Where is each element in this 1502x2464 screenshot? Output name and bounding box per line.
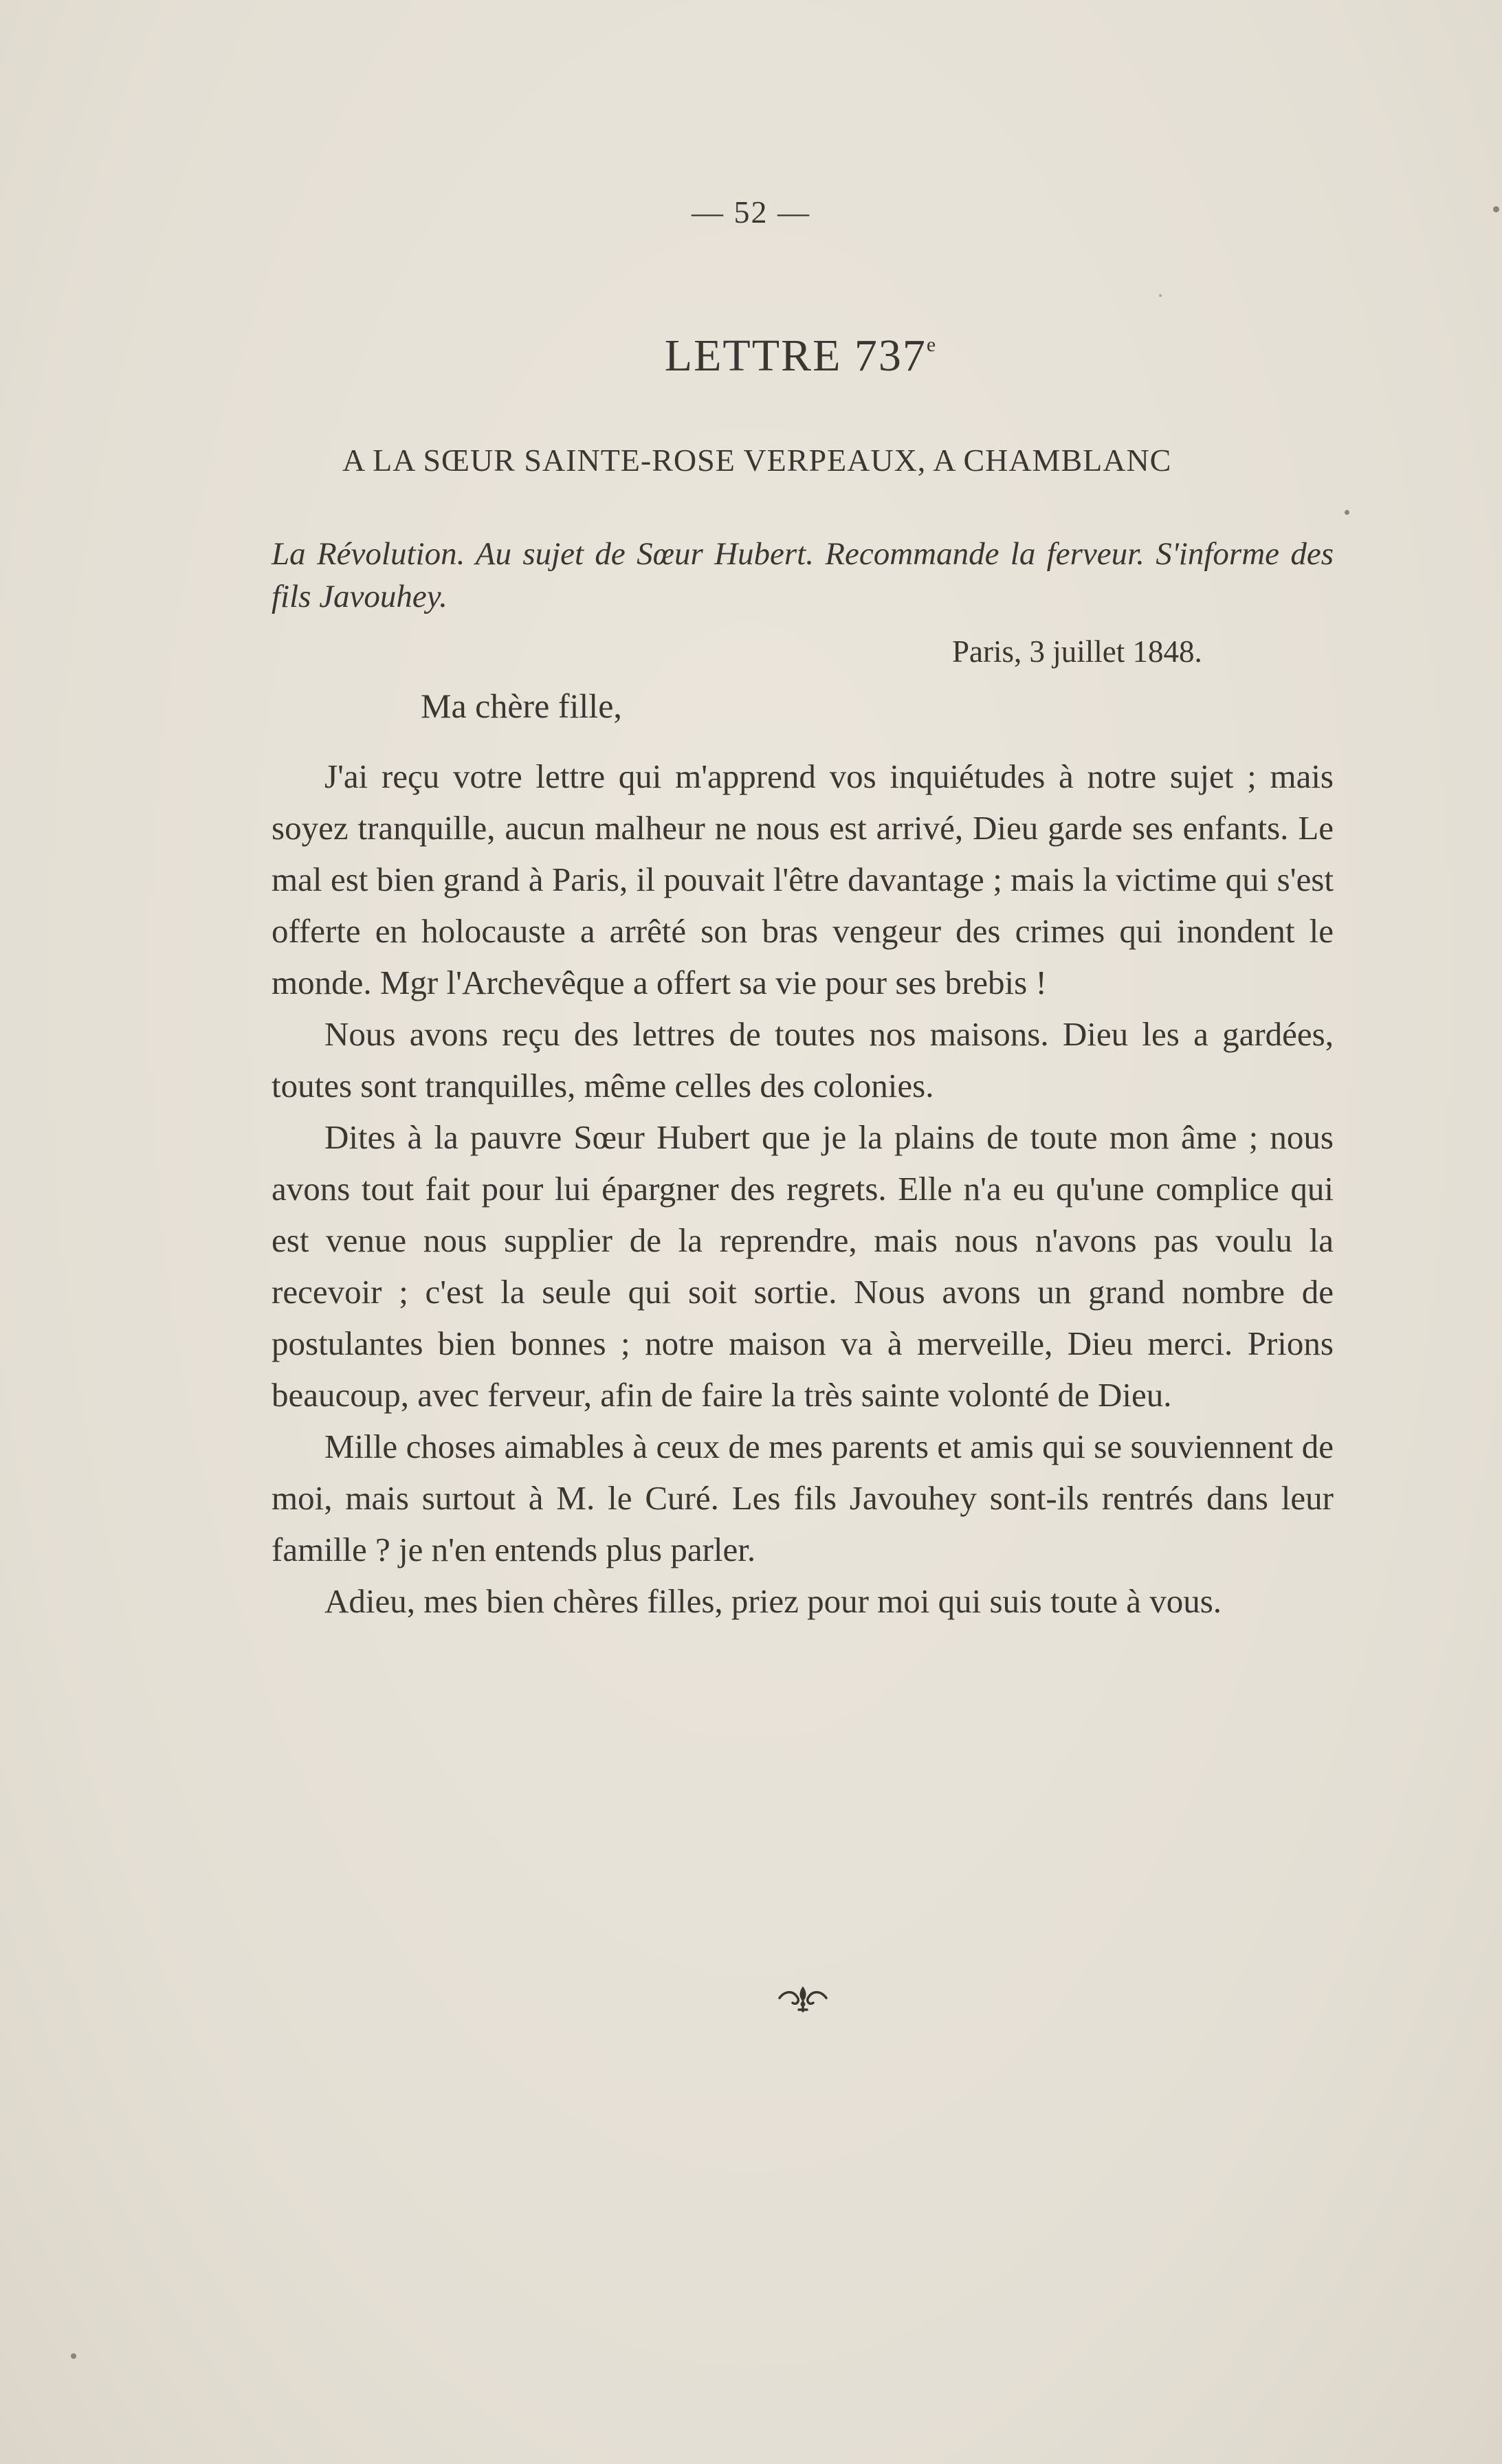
paper-speck: [71, 2353, 76, 2359]
paper-speck: [1159, 294, 1162, 297]
paper-speck: [1345, 510, 1349, 515]
paragraph: Nous avons reçu des lettres de toutes nos maisons. Dieu les a gardées, toutes sont tranquilles, même celles des colonies.: [272, 1015, 1334, 1105]
paragraph: Adieu, mes bien chères filles, priez pour moi qui suis toute à vous.: [324, 1582, 1222, 1620]
letter-recipient: A LA SŒUR SAINTE-ROSE VERPEAUX, A CHAMBLANC: [342, 443, 1172, 478]
fleuron-ornament-icon: [775, 1981, 830, 2015]
salutation: Ma chère fille,: [421, 687, 622, 725]
paragraph: J'ai reçu votre lettre qui m'apprend vos inquiétudes à notre sujet ; mais soyez tranquille, aucun malheur ne nous est arrivé, Dieu garde ses enfants. Le mal est bien grand à Paris, il pouvait l'être davantage ; mais la victime qui s'est offerte en holocauste a arrêté son bras vengeur des crimes qui inondent le monde. Mgr l'Archevêque a offert sa vie pour ses brebis !: [272, 757, 1334, 1001]
letter-title-suffix: e: [926, 333, 938, 356]
place-date: Paris, 3 juillet 1848.: [952, 634, 1202, 669]
paper-speck: [1493, 206, 1499, 212]
paragraph: Dites à la pauvre Sœur Hubert que je la plains de toute mon âme ; nous avons tout fait pour lui épargner des regrets. Elle n'a eu qu'une complice qui est venue nous supplier de la reprendre, mais nous n'avons pas voulu la recevoir ; c'est la seule qui soit sortie. Nous avons un grand nombre de postulantes bien bonnes ; notre maison va à merveille, Dieu merci. Prions beaucoup, avec ferveur, afin de faire la très sainte volonté de Dieu.: [272, 1118, 1334, 1414]
letter-title-text: LETTRE 737: [664, 331, 927, 381]
paragraph: Mille choses aimables à ceux de mes parents et amis qui se souviennent de moi, mais surtout à M. le Curé. Les fils Javouhey sont-ils rentrés dans leur famille ? je n'en entends plus parler.: [272, 1428, 1334, 1568]
letter-body: [272, 751, 1334, 1627]
letter-summary: La Révolution. Au sujet de Sœur Hubert. Recommande la ferveur. S'informe des fils Javouhey.: [272, 536, 1334, 614]
letter-title: [0, 330, 1502, 382]
page-number: — 52 —: [692, 195, 810, 230]
